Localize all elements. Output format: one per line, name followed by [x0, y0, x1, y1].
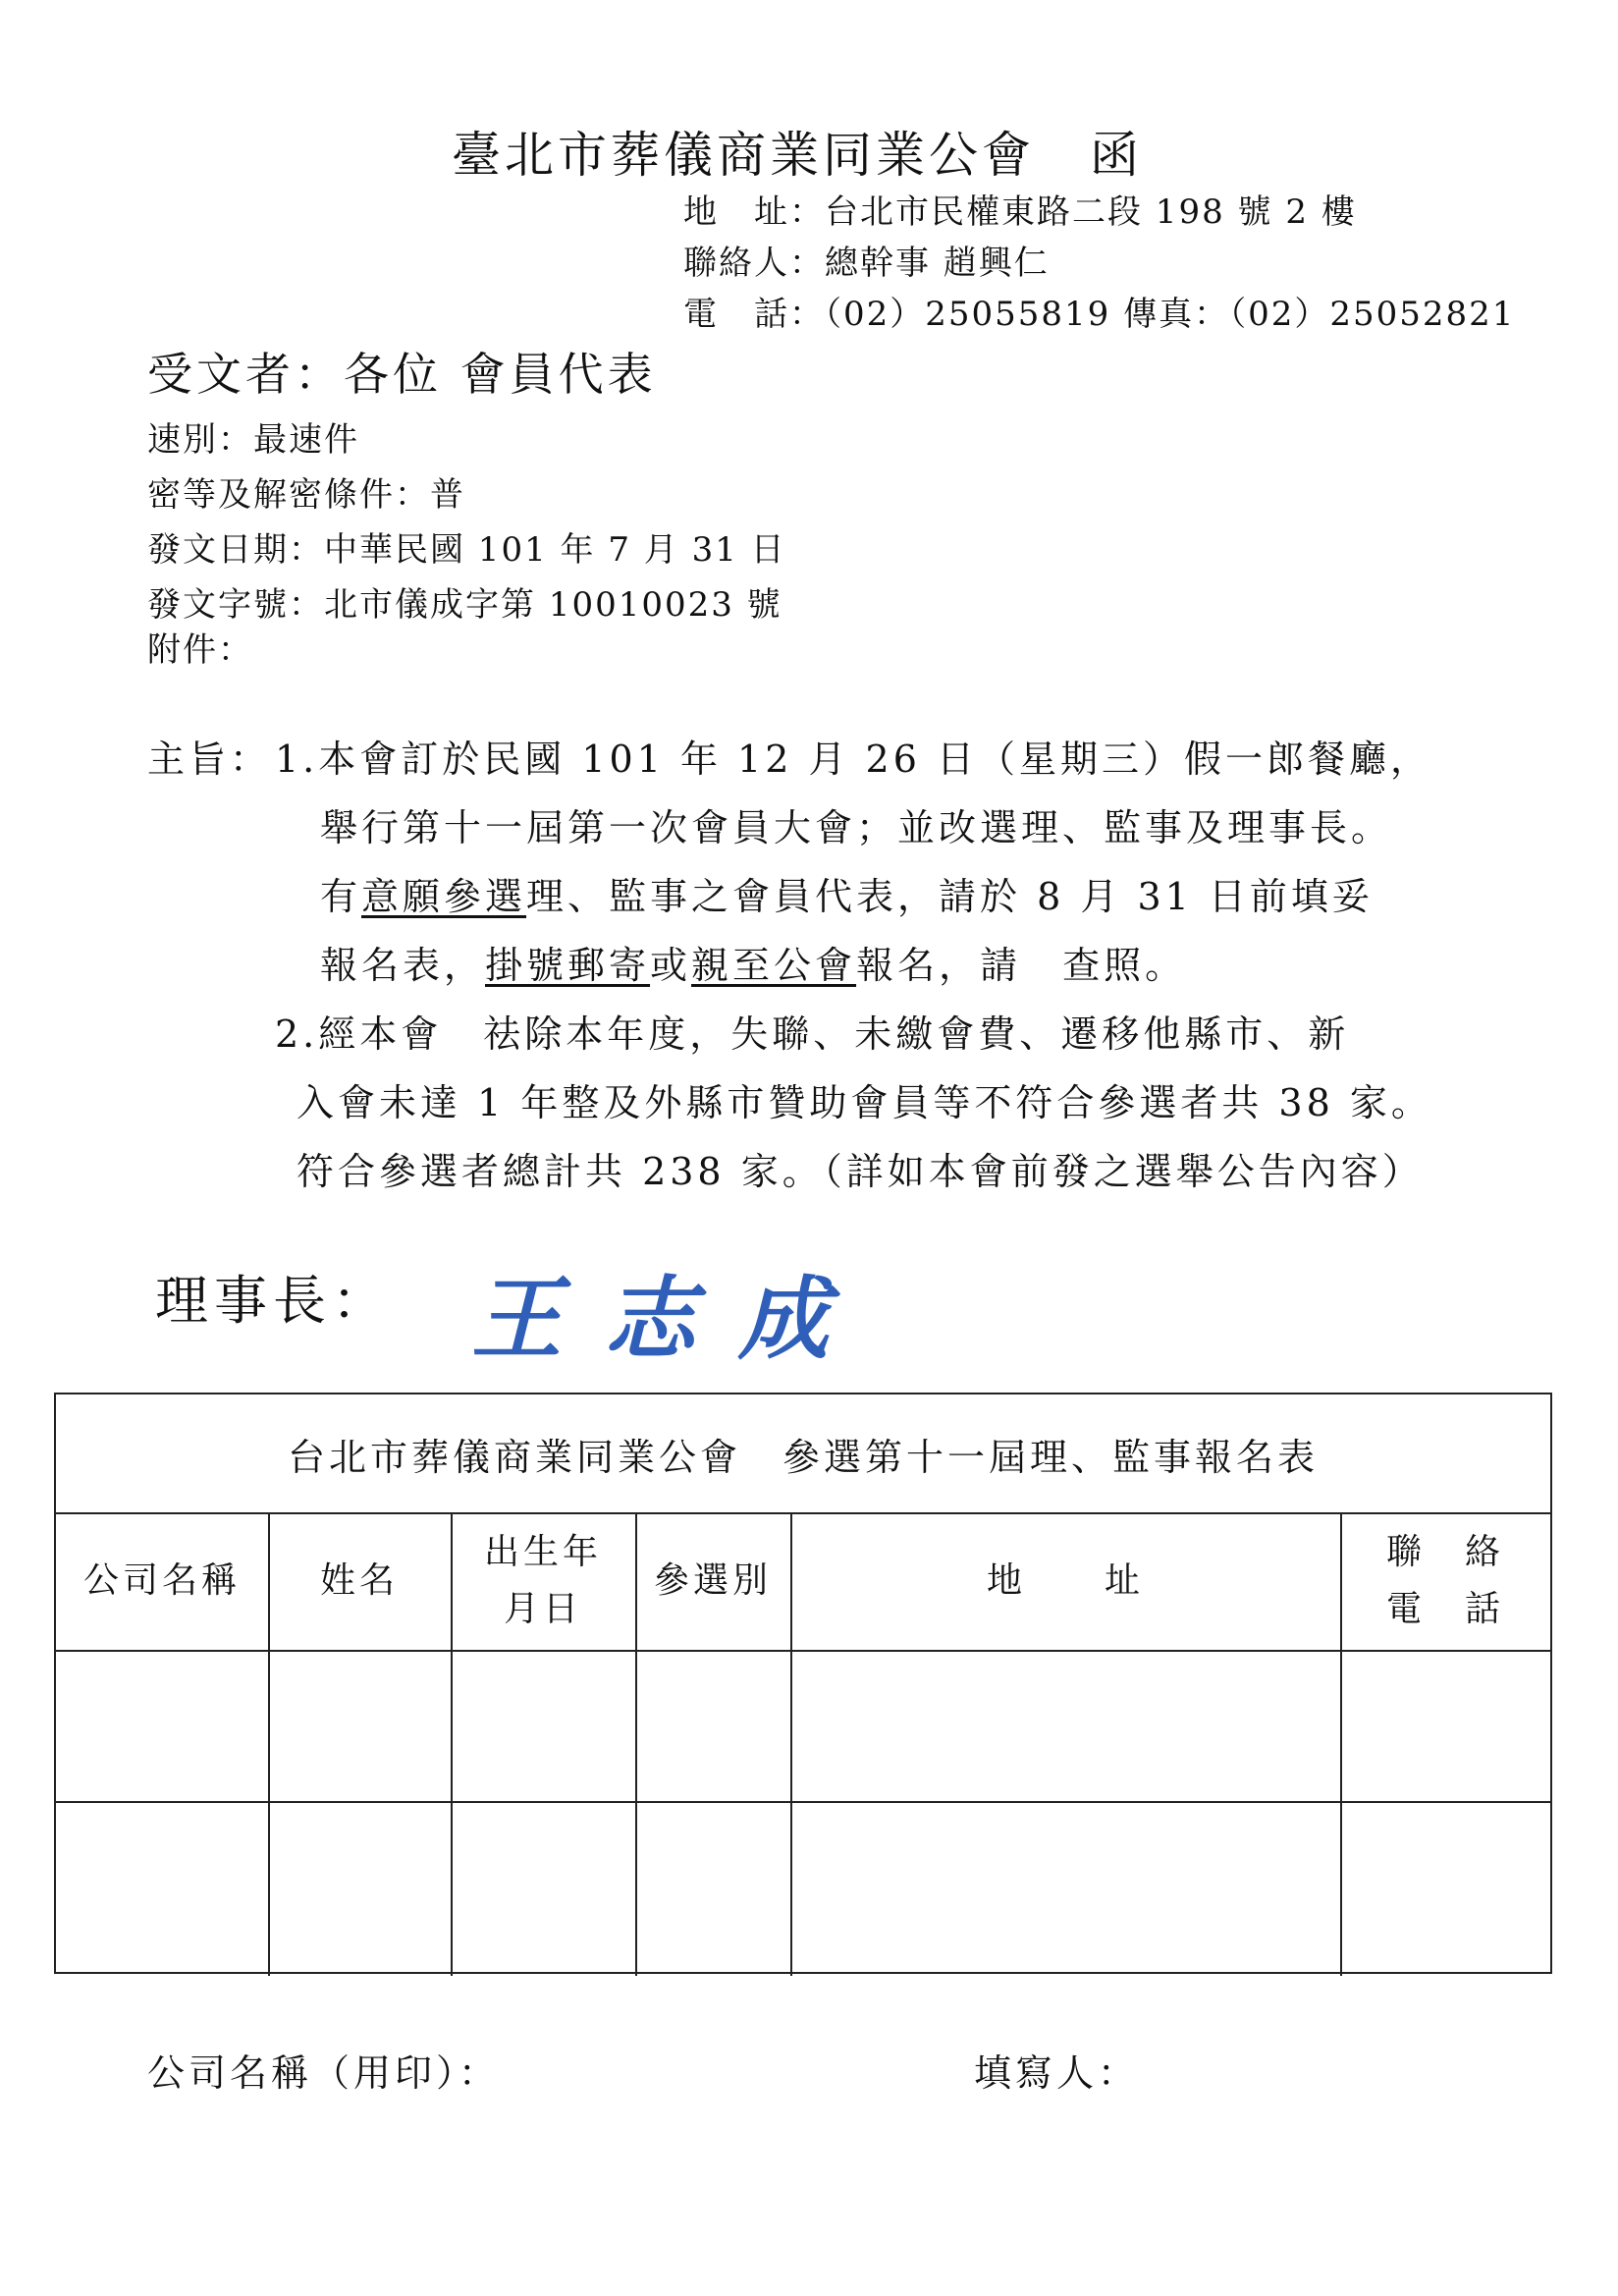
recipient-label: 受文者： [147, 348, 344, 401]
secrecy-label: 密等及解密條件： [147, 475, 430, 515]
subject-p1-line4-underlined-2: 親至公會 [691, 944, 857, 987]
contact-value: 總幹事 趙興仁 [825, 244, 1050, 283]
phone-line [683, 287, 1515, 335]
date-line [147, 522, 786, 571]
chairman-label: 理事長： [155, 1270, 391, 1332]
secrecy-line [147, 467, 465, 516]
recipient-value: 各位 會員代表 [344, 348, 657, 401]
subject-p2-line1: 2.經本會 祛除本年度，失聯、未繳會費、遷移他縣市、新 [275, 1012, 1350, 1056]
subject-p1-line3-underlined: 意願參選 [361, 875, 527, 918]
doc-number-line [147, 577, 782, 626]
recipient [147, 339, 657, 404]
subject-p1-line3-a: 有 [320, 875, 362, 918]
phone-label: 電 話： [683, 295, 825, 334]
subject-p1-line3-b: 理、監事之會員代表，請於 8 月 31 日前填妥 [526, 875, 1374, 918]
subject-p1-line2: 舉行第十一屆第一次會員大會；並改選理、監事及理事長。 [320, 806, 1393, 849]
subject-p1-line3 [320, 866, 1374, 920]
subject-p1-line4-b: 或 [650, 944, 692, 987]
address-label: 地 址： [683, 192, 825, 232]
doc-number-label: 發文字號： [147, 585, 324, 625]
document-kind: 函 [1090, 127, 1143, 184]
subject-p1-line4 [320, 935, 1186, 989]
entry-row[interactable] [56, 1803, 1550, 1974]
date-value: 中華民國 101 年 7 月 31 日 [324, 530, 786, 570]
speed-value: 最速件 [253, 420, 359, 460]
document-title [452, 116, 1143, 187]
header-phone: 聯 絡 電 話 [1385, 1532, 1504, 1629]
subject-label: 主旨： [147, 738, 272, 781]
subject-p1-line4-c: 報名，請 查照。 [856, 944, 1187, 987]
header-name: 姓名 [319, 1560, 399, 1602]
company-seal-label: 公司名稱（用印）： [147, 2051, 501, 2095]
filler-label: 填寫人： [974, 2051, 1140, 2095]
header-address: 地 址 [986, 1560, 1144, 1602]
address-line [683, 185, 1357, 233]
contact-label: 聯絡人： [683, 244, 825, 283]
date-label: 發文日期： [147, 530, 324, 570]
header-birth-date: 出生年 月日 [483, 1532, 602, 1629]
subject-p1-line1: 1.本會訂於民國 101 年 12 月 26 日（星期三）假一郎餐廳， [275, 738, 1431, 781]
secrecy-value: 普 [430, 475, 465, 515]
phone-value: （02）25055819 傳真：（02）25052821 [825, 295, 1516, 334]
header-candidacy-type: 參選別 [653, 1560, 772, 1602]
registration-form [54, 1393, 1552, 1974]
subject-p2-line3: 符合參選者總計共 238 家。（詳如本會前發之選舉公告內容） [297, 1150, 1424, 1193]
form-title: 台北市葬儀商業同業公會 參選第十一屆理、監事報名表 [56, 1394, 1550, 1514]
doc-number-value: 北市儀成字第 10010023 號 [324, 585, 782, 625]
subject-p1-line4-a: 報名表， [320, 944, 486, 987]
address-value: 台北市民權東路二段 198 號 2 樓 [825, 192, 1357, 232]
speed-line [147, 412, 359, 461]
subject-p2-line2: 入會未達 1 年整及外縣市贊助會員等不符合參選者共 38 家。 [297, 1081, 1432, 1124]
header-company-name: 公司名稱 [82, 1560, 241, 1602]
chairman-signature: 王志成 [471, 1266, 873, 1372]
subject-p1-line4-underlined-1: 掛號郵寄 [485, 944, 651, 987]
entry-row[interactable] [56, 1652, 1550, 1801]
attachment-label: 附件： [147, 630, 253, 670]
contact-line [683, 236, 1050, 284]
speed-label: 速別： [147, 420, 253, 460]
attachment-line [147, 623, 253, 671]
org-name: 臺北市葬儀商業同業公會 [452, 127, 1035, 184]
